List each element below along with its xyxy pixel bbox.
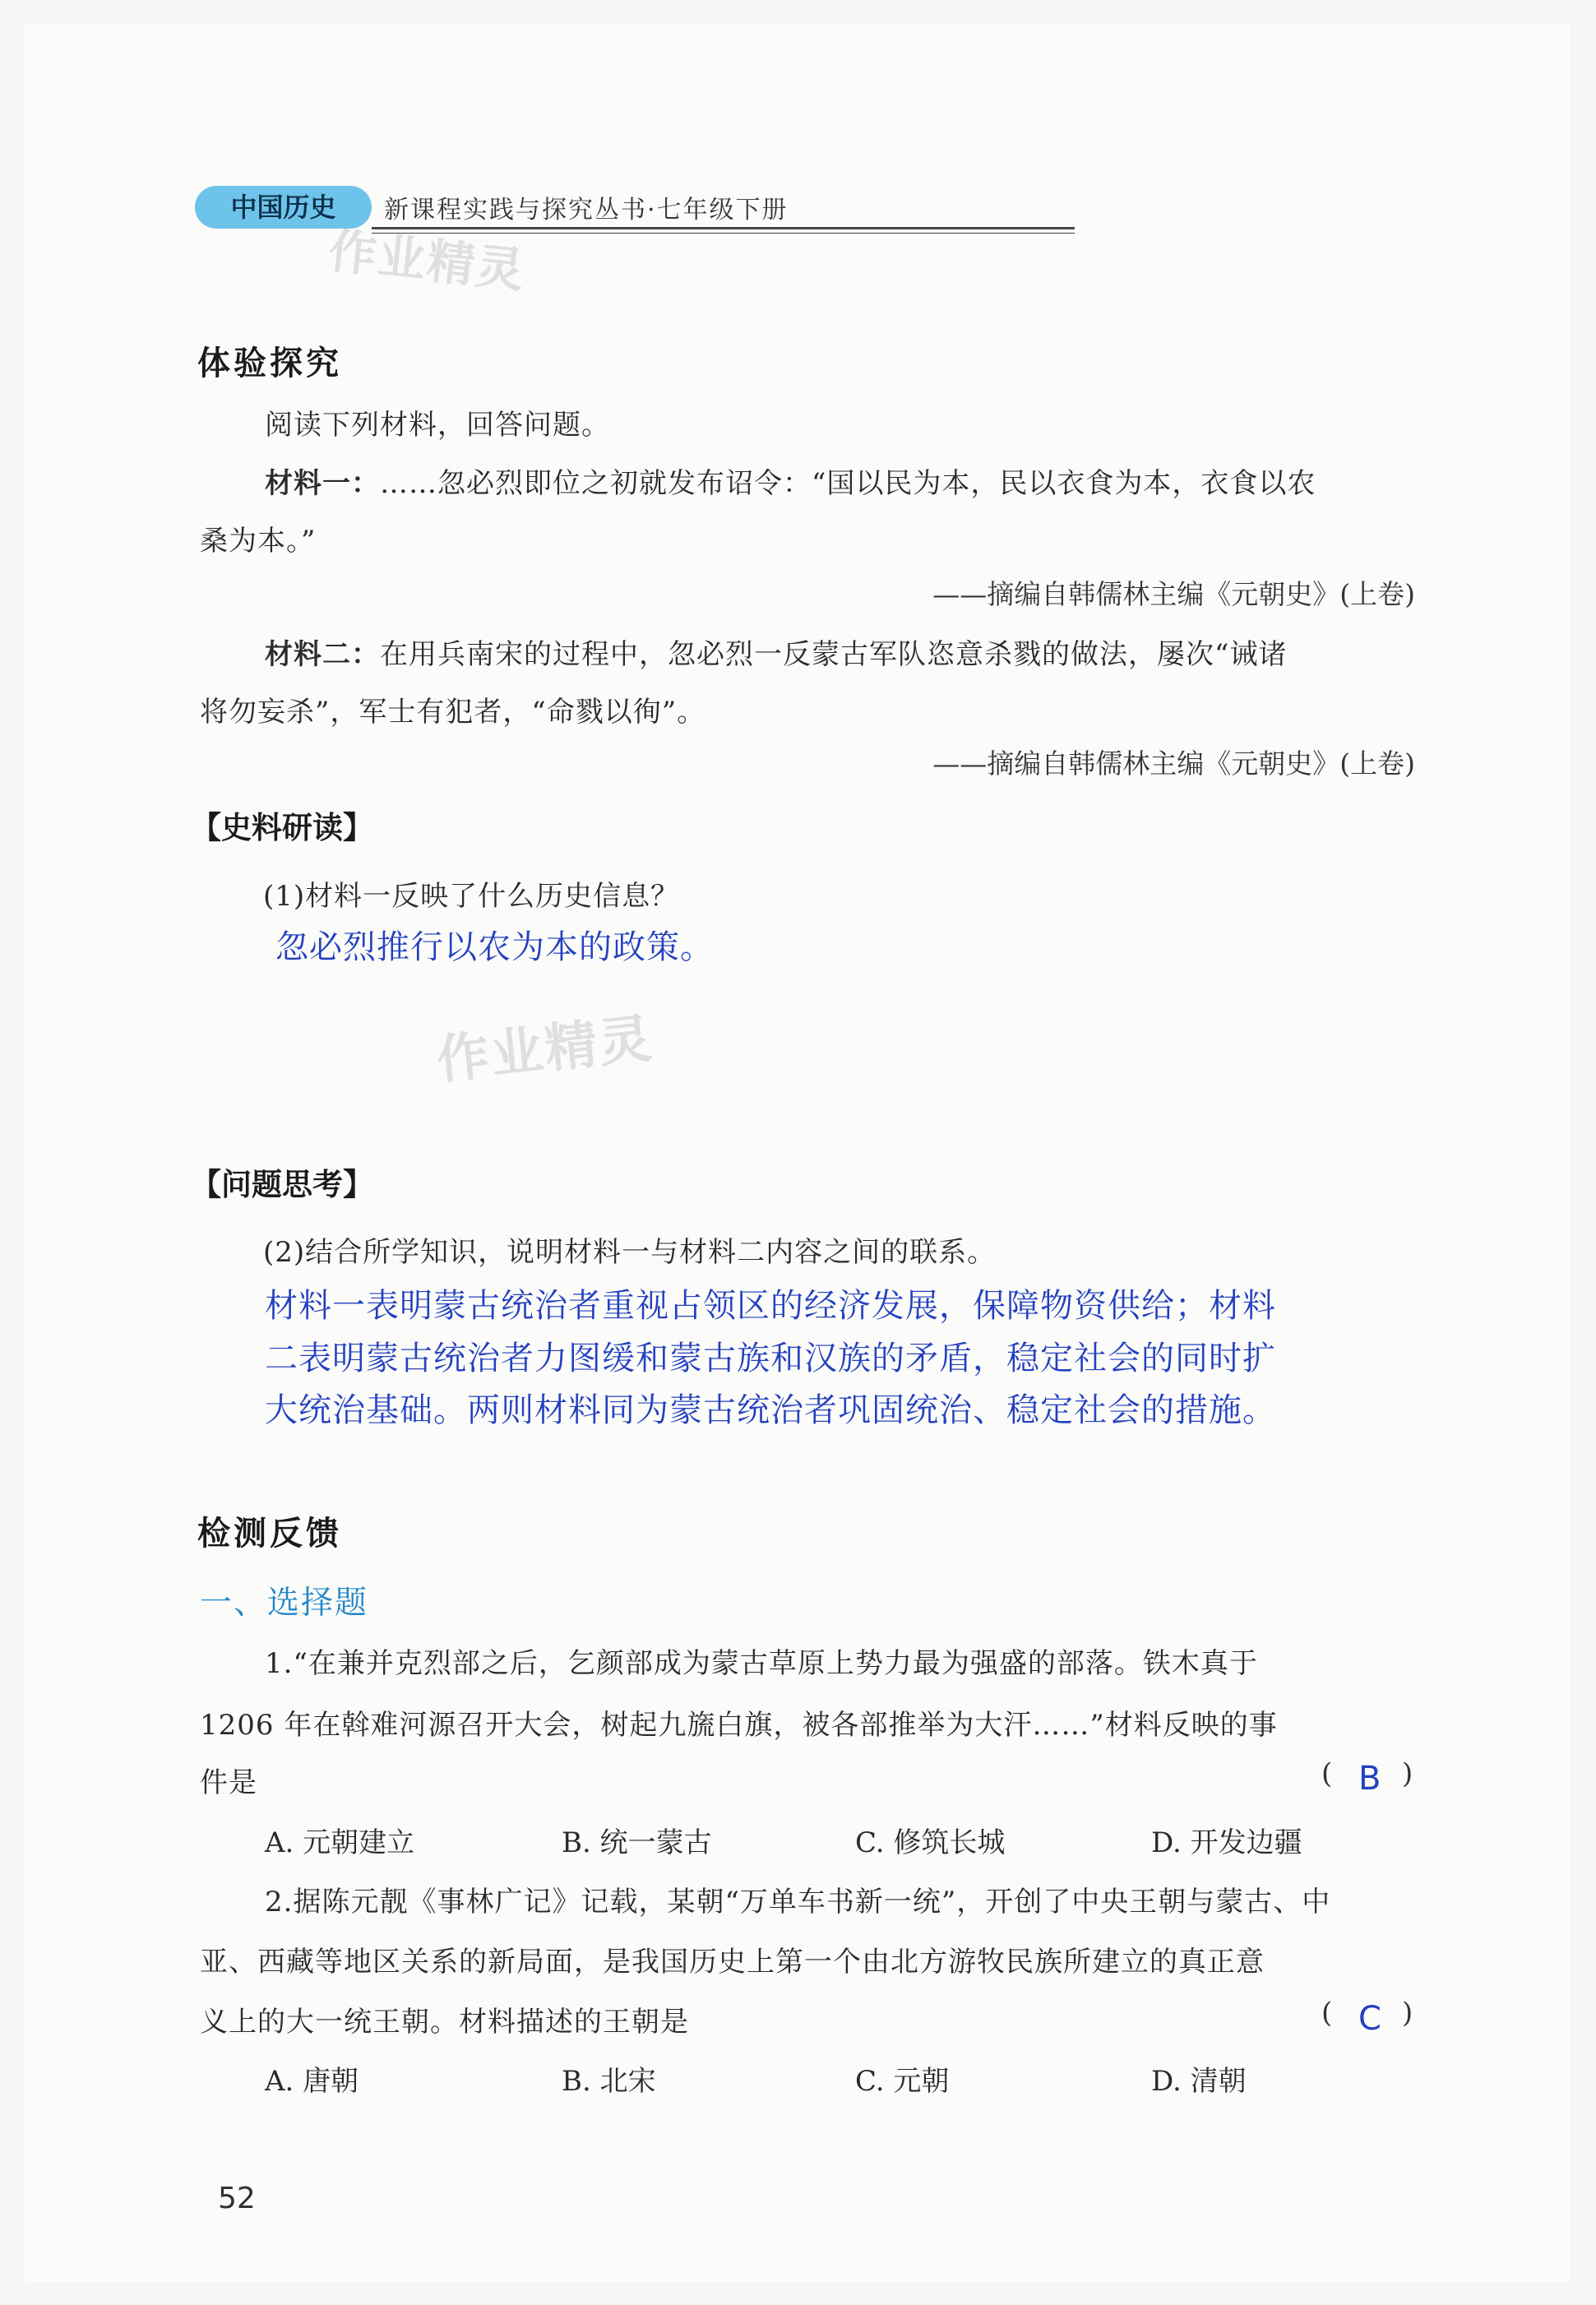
watermark: 作业精灵 [433, 1008, 656, 1092]
mc1-answer: B [1358, 1760, 1381, 1798]
section-title-explore: 体验探究 [197, 345, 342, 382]
mc2-line3: 义上的大一统王朝。材料描述的王朝是 [200, 2006, 689, 2039]
section-title-feedback: 检测反馈 [197, 1515, 342, 1553]
mc1-option-b: B. 统一蒙古 [562, 1826, 712, 1859]
handwritten-answer-2-line1: 材料一表明蒙古统治者重视占领区的经济发展，保障物资供给；材料 [265, 1287, 1276, 1325]
thinking-heading: 【问题思考】 [191, 1167, 373, 1202]
material1-source: ——摘编自韩儒林主编《元朝史》(上卷) [932, 578, 1415, 610]
mc2-option-c: C. 元朝 [855, 2065, 950, 2098]
mc1-option-c: C. 修筑长城 [855, 1826, 1006, 1859]
mc2-answer: C [1358, 2000, 1381, 2038]
material2-text: 在用兵南宋的过程中，忽必烈一反蒙古军队恣意杀戮的做法，屡次“诫诸 [380, 638, 1288, 671]
subject-badge: 中国历史 [195, 186, 372, 229]
material1-line1 [265, 461, 1316, 501]
handwritten-answer-2-line2: 二表明蒙古统治者力图缓和蒙古族和汉族的矛盾，稳定社会的同时扩 [265, 1340, 1276, 1377]
handwritten-answer-1: 忽必烈推行以农为本的政策。 [275, 928, 714, 966]
multiple-choice-heading: 一、选择题 [200, 1585, 369, 1622]
mc2-line1: 2.据陈元靓《事林广记》记载，某朝“万单车书新一统”，开创了中央王朝与蒙古、中 [265, 1886, 1331, 1919]
handwritten-answer-2-line3: 大统治基础。两则材料同为蒙古统治者巩固统治、稳定社会的措施。 [265, 1391, 1276, 1429]
material2-line2: 将勿妄杀”，军士有犯者，“命戮以徇”。 [200, 696, 706, 729]
mc1-paren-open: ( [1321, 1757, 1333, 1790]
material1-text: ……忽必烈即位之初就发布诏令：“国以民为本，民以衣食为本，衣食以农 [380, 467, 1316, 500]
material2-label: 材料二： [265, 638, 380, 671]
question-1: (1)材料一反映了什么历史信息？ [263, 880, 680, 913]
mc1-line3: 件是 [200, 1766, 257, 1799]
material1-label: 材料一： [265, 467, 380, 500]
material2-line1 [265, 632, 1287, 672]
series-title: 新课程实践与探究丛书·七年级下册 [384, 196, 789, 224]
explore-intro: 阅读下列材料，回答问题。 [265, 409, 610, 442]
mc2-option-b: B. 北宋 [562, 2065, 656, 2098]
reading-heading: 【史料研读】 [191, 810, 373, 845]
page-number: 52 [218, 2182, 256, 2215]
mc1-line1: 1.“在兼并克烈部之后，乞颜部成为蒙古草原上势力最为强盛的部落。铁木真于 [265, 1647, 1258, 1680]
question-2: (2)结合所学知识，说明材料一与材料二内容之间的联系。 [263, 1236, 997, 1269]
mc2-paren-open: ( [1321, 1997, 1333, 2030]
watermark: 作业精灵 [326, 222, 529, 299]
material1-line2: 桑为本。” [200, 525, 317, 558]
material2-source: ——摘编自韩儒林主编《元朝史》(上卷) [932, 748, 1415, 780]
mc2-option-d: D. 清朝 [1151, 2065, 1247, 2098]
mc1-option-d: D. 开发边疆 [1151, 1826, 1302, 1859]
mc1-option-a: A. 元朝建立 [265, 1826, 415, 1859]
mc2-line2: 亚、西藏等地区关系的新局面，是我国历史上第一个由北方游牧民族所建立的真正意 [200, 1946, 1265, 1979]
mc2-option-a: A. 唐朝 [265, 2065, 359, 2098]
mc1-paren-close: ) [1402, 1757, 1413, 1790]
mc1-line2: 1206 年在斡难河源召开大会，树起九旒白旗，被各部推举为大汗……”材料反映的事 [200, 1709, 1278, 1742]
mc2-paren-close: ) [1402, 1997, 1413, 2030]
